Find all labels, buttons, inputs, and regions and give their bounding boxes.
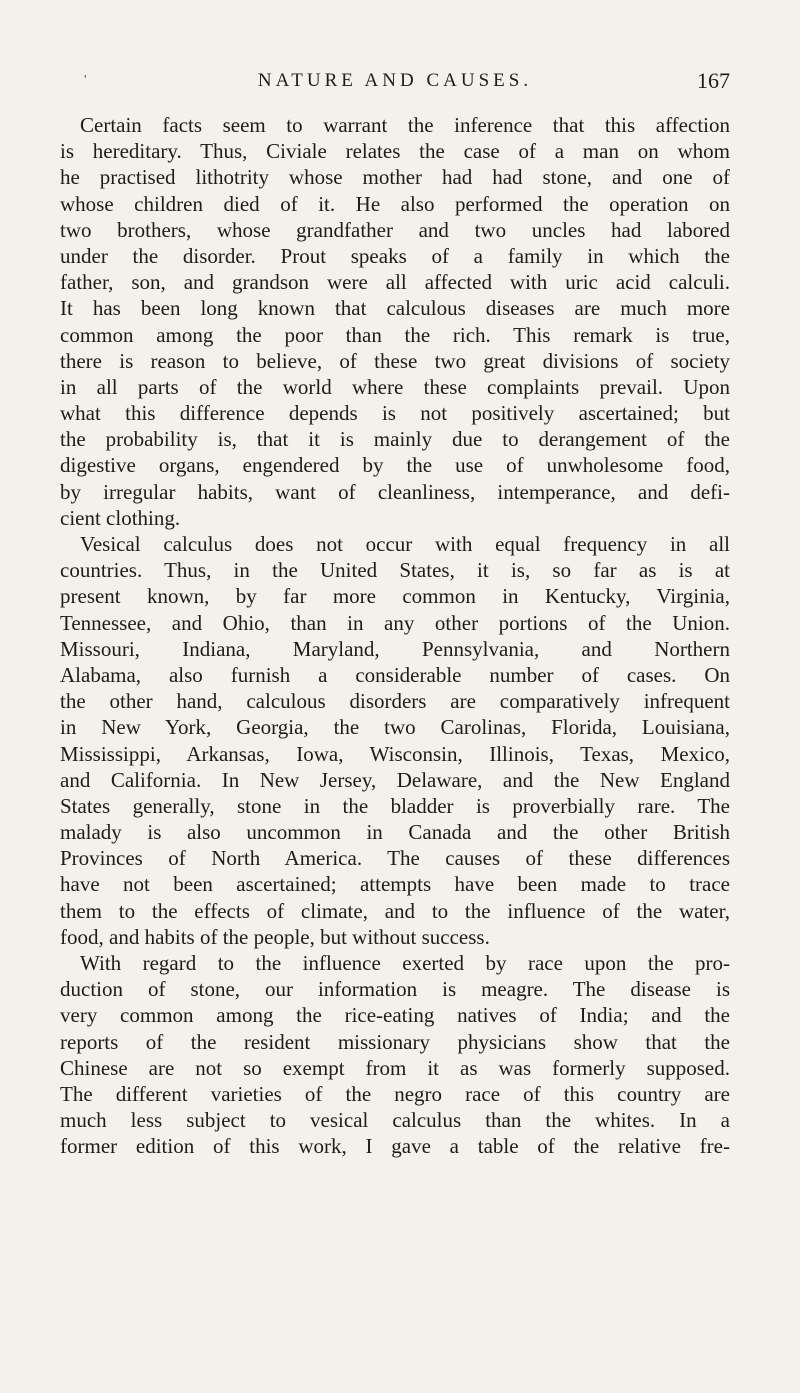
- text-line: Tennessee, and Ohio, than in any other portions of the Union.: [60, 610, 730, 635]
- text-line: the probability is, that it is mainly due to derangement of the: [60, 427, 730, 452]
- text-line: the other hand, calculous disorders are comparatively infrequent: [60, 689, 730, 714]
- text-line: digestive organs, engendered by the use of unwholesome food,: [60, 453, 730, 478]
- running-head: [60, 66, 730, 96]
- margin-mark: ': [84, 73, 87, 88]
- text-line: what this difference depends is not positively ascertained; but: [60, 401, 730, 426]
- text-line: Alabama, also furnish a considerable number of cases. On: [60, 662, 730, 687]
- text-line: Chinese are not so exempt from it as was formerly supposed.: [60, 1055, 730, 1080]
- text-line: food, and habits of the people, but without success.: [60, 924, 490, 949]
- text-line: States generally, stone in the bladder is proverbially rare. The: [60, 793, 730, 818]
- text-line: two brothers, whose grandfather and two uncles had labored: [60, 217, 730, 242]
- text-line: and California. In New Jersey, Delaware, and the New England: [60, 767, 730, 792]
- text-line: by irregular habits, want of cleanliness, intemperance, and defi-: [60, 479, 730, 504]
- text-line: in all parts of the world where these complaints prevail. Upon: [60, 374, 730, 399]
- text-line: much less subject to vesical calculus than the whites. In a: [60, 1108, 730, 1133]
- text-line: there is reason to believe, of these two great divisions of society: [60, 348, 730, 373]
- text-line: in New York, Georgia, the two Carolinas, Florida, Louisiana,: [60, 715, 730, 740]
- text-line: is hereditary. Thus, Civiale relates the case of a man on whom: [60, 139, 730, 164]
- text-line: cient clothing.: [60, 505, 181, 530]
- paragraph-1: [60, 112, 730, 531]
- text-line: countries. Thus, in the United States, it is, so far as is at: [60, 558, 730, 583]
- text-line: them to the effects of climate, and to the influence of the water,: [60, 898, 730, 923]
- text-line: With regard to the influence exerted by race upon the pro-: [80, 951, 730, 975]
- text-line: under the disorder. Prout speaks of a family in which the: [60, 243, 730, 268]
- text-line: have not been ascertained; attempts have been made to trace: [60, 872, 730, 897]
- text-line: duction of stone, our information is meagre. The disease is: [60, 977, 730, 1002]
- paragraph-3: [60, 950, 730, 1160]
- text-line: common among the poor than the rich. This remark is true,: [60, 322, 730, 347]
- running-title: NATURE AND CAUSES.: [257, 70, 533, 91]
- text-line: whose children died of it. He also performed the operation on: [60, 191, 730, 216]
- text-line: he practised lithotrity whose mother had had stone, and one of: [60, 165, 730, 190]
- text-line: Mississippi, Arkansas, Iowa, Wisconsin, Illinois, Texas, Mexico,: [60, 741, 730, 766]
- text-line: Missouri, Indiana, Maryland, Pennsylvania, and Northern: [60, 636, 730, 661]
- text-line: Vesical calculus does not occur with equal frequency in all: [80, 532, 730, 556]
- body-text: [60, 112, 730, 1160]
- text-line: former edition of this work, I gave a table of the relative fre-: [60, 1134, 730, 1159]
- text-line: father, son, and grandson were all affected with uric acid calculi.: [60, 270, 730, 295]
- text-line: reports of the resident missionary physicians show that the: [60, 1029, 730, 1054]
- text-line: Provinces of North America. The causes of these differences: [60, 846, 730, 871]
- text-line: very common among the rice-eating natives of India; and the: [60, 1003, 730, 1028]
- page-number: 167: [697, 68, 730, 93]
- paragraph-2: [60, 531, 730, 950]
- text-line: malady is also uncommon in Canada and the other British: [60, 820, 730, 845]
- text-line: It has been long known that calculous diseases are much more: [60, 296, 730, 321]
- text-line: Certain facts seem to warrant the inference that this affection: [80, 113, 730, 137]
- text-line: The different varieties of the negro race of this country are: [60, 1081, 730, 1106]
- text-line: present known, by far more common in Kentucky, Virginia,: [60, 584, 730, 609]
